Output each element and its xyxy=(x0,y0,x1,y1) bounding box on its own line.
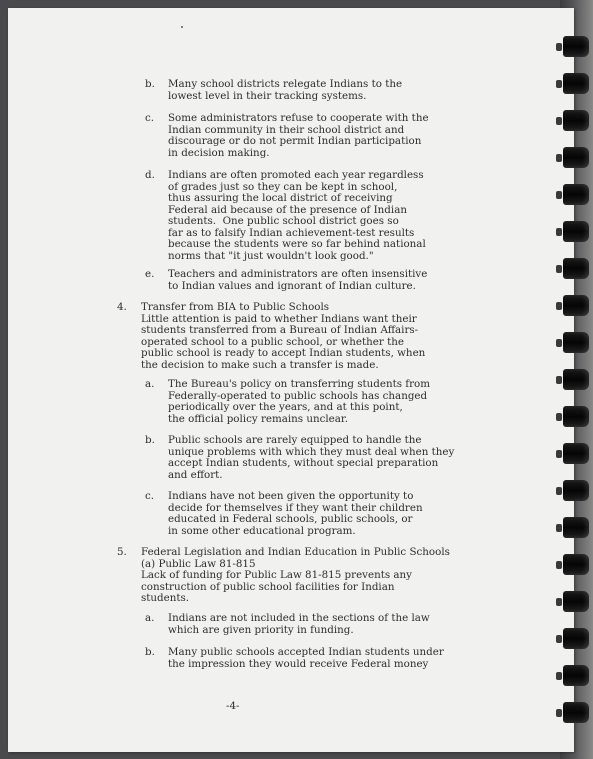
binder-hole xyxy=(556,598,562,606)
binder-hole xyxy=(556,265,562,273)
binder-ring xyxy=(563,702,589,723)
binder-ring xyxy=(563,73,589,94)
item-line: thus assuring the local district of receiving xyxy=(168,192,393,204)
binder-ring xyxy=(563,665,589,686)
item-line: Federal Legislation and Indian Education in Public Schools xyxy=(141,546,450,558)
binder-ring xyxy=(563,184,589,205)
item-line: educated in Federal schools, public schools, or xyxy=(168,513,413,525)
binder-ring xyxy=(563,591,589,612)
item-label: 4. xyxy=(117,301,127,313)
item-line: unique problems with which they must deal when they xyxy=(168,445,455,458)
item-line: and effort. xyxy=(168,468,223,481)
item-line: of grades just so they can be kept in school, xyxy=(168,180,398,193)
binder-ring xyxy=(563,221,589,242)
binder-hole xyxy=(556,80,562,88)
binder-ring xyxy=(563,332,589,353)
item-line: accept Indian students, without special preparation xyxy=(168,457,439,469)
item-line: the impression they would receive Federal money xyxy=(168,657,429,670)
item-line: students. One public school district goes so xyxy=(168,215,399,227)
binder-ring xyxy=(563,295,589,316)
binder-hole xyxy=(556,117,562,125)
item-line: in some other educational program. xyxy=(168,524,356,537)
binder-hole xyxy=(556,487,562,495)
binder-hole xyxy=(556,376,562,384)
item-line: Transfer from BIA to Public Schools xyxy=(141,301,330,313)
item-line: which are given priority in funding. xyxy=(168,623,354,636)
page-number: -4- xyxy=(226,700,240,712)
binder-hole xyxy=(556,228,562,236)
binder-hole xyxy=(556,561,562,569)
binder-hole xyxy=(556,672,562,680)
binder-ring xyxy=(563,36,589,57)
item-label: b. xyxy=(145,434,155,446)
item-line: operated school to a public school, or whether the xyxy=(141,335,404,348)
item-line: Many school districts relegate Indians to the xyxy=(168,78,403,90)
item-label: b. xyxy=(145,646,155,658)
item-line: Teachers and administrators are often insensitive xyxy=(168,268,428,280)
binder-ring xyxy=(563,480,589,501)
item-label: 5. xyxy=(117,546,127,558)
item-line: in decision making. xyxy=(168,146,270,159)
binder-hole xyxy=(556,43,562,51)
item-line: Lack of funding for Public Law 81-815 prevents any xyxy=(141,569,412,581)
item-line: Indian community in their school district and xyxy=(168,123,405,136)
binder-hole xyxy=(556,635,562,643)
item-line: Federal aid because of the presence of Indian xyxy=(168,203,407,216)
item-line: public school is ready to accept Indian students, when xyxy=(141,347,426,359)
item-line: Some administrators refuse to cooperate with the xyxy=(168,112,429,124)
binder-hole xyxy=(556,339,562,347)
binder-hole xyxy=(556,413,562,421)
item-label: b. xyxy=(145,78,155,90)
item-line: the official policy remains unclear. xyxy=(168,412,348,425)
item-line: Little attention is paid to whether Indians want their xyxy=(141,312,417,325)
binder-ring xyxy=(563,147,589,168)
binder-hole xyxy=(556,450,562,458)
item-line: discourage or do not permit Indian participation xyxy=(168,135,422,147)
item-line: because the students were so far behind national xyxy=(168,238,426,250)
item-label: a. xyxy=(145,612,155,624)
item-line: periodically over the years, and at this point, xyxy=(168,401,403,413)
item-label: d. xyxy=(145,169,155,181)
binder-ring xyxy=(563,517,589,538)
binder-ring xyxy=(563,443,589,464)
item-line: far as to falsify Indian achievement-test results xyxy=(168,226,415,239)
item-line: decide for themselves if they want their children xyxy=(168,501,423,514)
item-line: Indians are not included in the sections of the law xyxy=(168,612,430,624)
binder-ring xyxy=(563,369,589,390)
binder-ring xyxy=(563,628,589,649)
binder-hole xyxy=(556,524,562,532)
page-speck xyxy=(181,26,183,28)
item-label: c. xyxy=(145,490,155,502)
item-label: e. xyxy=(145,268,155,280)
item-line: Public schools are rarely equipped to handle the xyxy=(168,434,422,446)
item-line: students transferred from a Bureau of Indian Affairs- xyxy=(141,324,419,336)
binder-hole xyxy=(556,709,562,717)
item-line: the decision to make such a transfer is made. xyxy=(141,358,379,371)
item-label: a. xyxy=(145,378,155,390)
binder-ring xyxy=(563,406,589,427)
item-line: The Bureau's policy on transferring students from xyxy=(168,378,430,390)
item-line: Indians are often promoted each year regardless xyxy=(168,169,424,181)
item-line: (a) Public Law 81-815 xyxy=(141,557,256,570)
binder-hole xyxy=(556,154,562,162)
item-line: Many public schools accepted Indian students under xyxy=(168,646,444,658)
item-line: lowest level in their tracking systems. xyxy=(168,89,367,102)
binder-ring xyxy=(563,110,589,131)
item-line: norms that "it just wouldn't look good." xyxy=(168,249,374,262)
item-line: students. xyxy=(141,592,190,604)
binder-hole xyxy=(556,191,562,199)
item-label: c. xyxy=(145,112,155,124)
binder-ring xyxy=(563,258,589,279)
binder-hole xyxy=(556,302,562,310)
binder-ring xyxy=(563,554,589,575)
item-line: Indians have not been given the opportunity to xyxy=(168,490,414,502)
item-line: Federally-operated to public schools has changed xyxy=(168,389,428,402)
item-line: to Indian values and ignorant of Indian culture. xyxy=(168,279,416,292)
item-line: construction of public school facilities for Indian xyxy=(141,580,395,593)
